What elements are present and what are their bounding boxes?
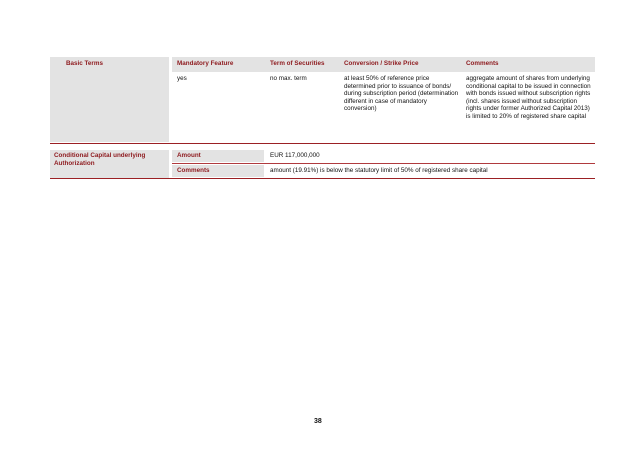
comments-value: aggregate amount of shares from underlying conditional capital to be issued in connection with bonds issued without subscription rights (incl. shares issued without subscription rights under former Authorized Capital 2013) is limited to 20% of registered share capital: [466, 75, 591, 120]
conversion-strike-price-value: at least 50% of reference price determined prior to issuance of bonds/ during subscription period (determination different in case of mandatory conversion): [344, 75, 459, 113]
mandatory-feature-header: Mandatory Feature: [177, 60, 234, 67]
amount-row-rule: [172, 163, 595, 164]
basic-terms-label: Basic Terms: [66, 60, 103, 67]
conditional-capital-bottom-rule: [50, 178, 595, 179]
basic-terms-label-cell: [50, 57, 169, 142]
mandatory-feature-value: yes: [177, 75, 187, 82]
amount-label: Amount: [177, 152, 201, 159]
comments-text: amount (19.91%) is below the statutory limit of 50% of registered share capital: [270, 167, 488, 174]
amount-value: EUR 117,000,000: [270, 152, 320, 159]
conditional-capital-label: Conditional Capital underlying Authorization: [54, 152, 146, 167]
term-of-securities-header: Term of Securities: [270, 60, 325, 67]
comments-label: Comments: [177, 167, 210, 174]
conversion-strike-price-header: Conversion / Strike Price: [344, 60, 419, 67]
basic-terms-bottom-rule: [50, 143, 595, 144]
page-number: 38: [314, 418, 322, 425]
comments-header: Comments: [466, 60, 499, 67]
term-of-securities-value: no max. term: [270, 75, 307, 82]
